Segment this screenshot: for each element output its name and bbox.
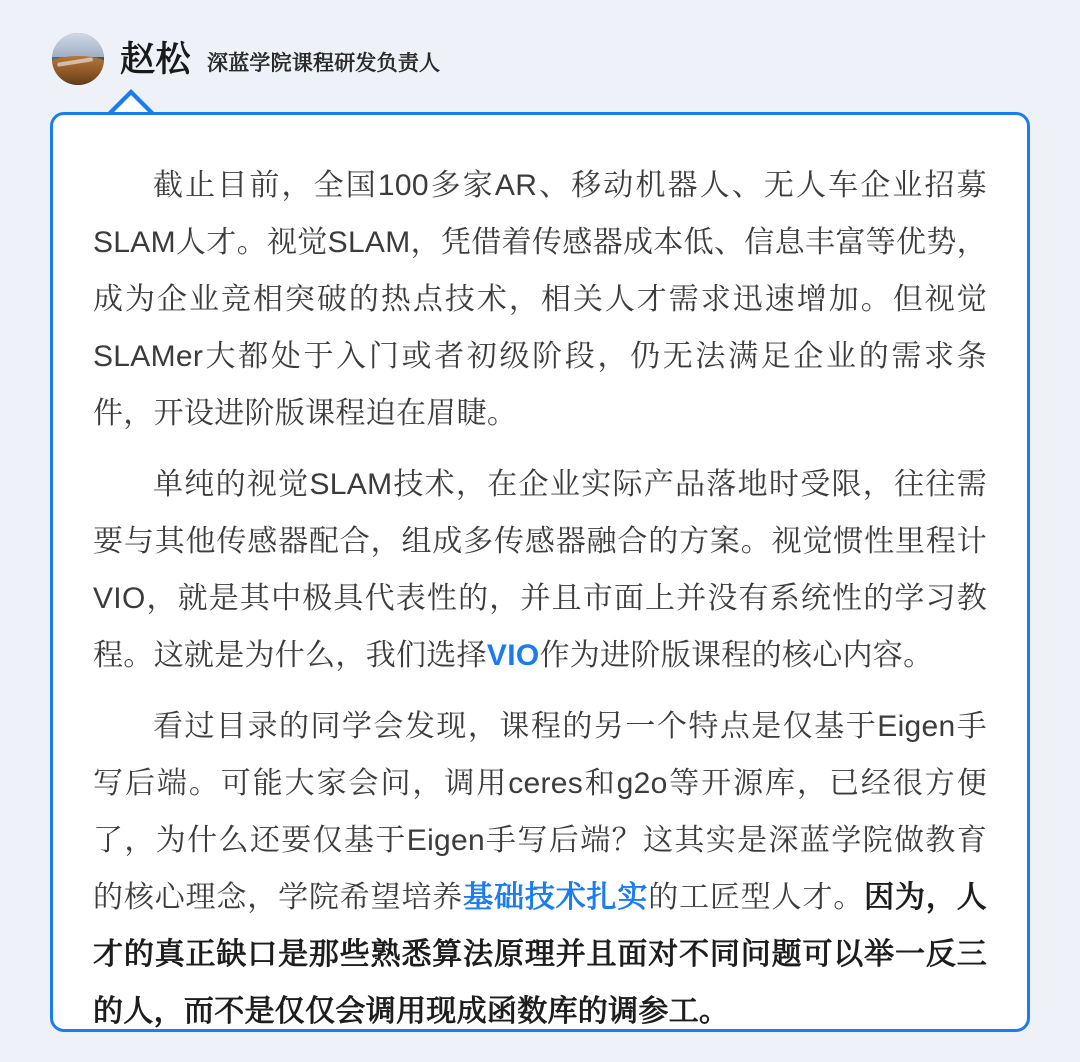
author-header bbox=[50, 28, 1030, 90]
highlighted-text: VIO bbox=[486, 639, 540, 672]
speech-bubble-wrapper bbox=[50, 112, 1030, 1032]
landscape-avatar-icon bbox=[52, 33, 104, 85]
body-paragraph bbox=[93, 157, 987, 442]
paragraph-text: 的工匠型人才。 bbox=[648, 881, 865, 914]
paragraph-container bbox=[93, 157, 987, 1040]
paragraph-text: 截止目前，全国100多家AR、移动机器人、无人车企业招募SLAM人才。视觉SLAM，凭借着传感器成本低、信息丰富等优势，成为企业竞相突破的热点技术，相关人才需求迅速增加。但视觉SLAMer大都处于入门或者初级阶段，仍无法满足企业的需求条件，开设进阶版课程迫在眉睫。 bbox=[93, 169, 987, 430]
paragraph-text: 作为进阶版课程的核心内容。 bbox=[539, 639, 934, 672]
paragraph-text: 单纯的视觉SLAM技术，在企业实际产品落地时受限，往往需要与其他传感器配合，组成多传感器融合的方案。视觉惯性里程计VIO，就是其中极具代表性的，并且市面上并没有系统性的学习教程。这就是为什么，我们选择 bbox=[93, 468, 987, 672]
author-title: 深蓝学院课程研发负责人 bbox=[207, 52, 441, 75]
paragraph-text: 看过目录的同学会发现，课程的另一个特点是仅基于Eigen手写后端。可能大家会问，调用ceres和g2o等开源库，已经很方便了，为什么还要仅基于Eigen手写后端？这其实是深蓝学院做教育的核心理念，学院希望培养 bbox=[93, 710, 987, 914]
speech-bubble bbox=[50, 112, 1030, 1032]
avatar-sky bbox=[52, 33, 104, 57]
author-name: 赵松 bbox=[120, 39, 192, 79]
body-paragraph bbox=[93, 456, 987, 684]
highlighted-text: 基础技术扎实 bbox=[463, 881, 649, 914]
emphasized-text: 因为，人才的真正缺口是那些熟悉算法原理并且面对不同问题可以举一反三的人，而不是仅仅会调用现成函数库的调参工。 bbox=[93, 881, 987, 1028]
body-paragraph bbox=[93, 698, 987, 1040]
